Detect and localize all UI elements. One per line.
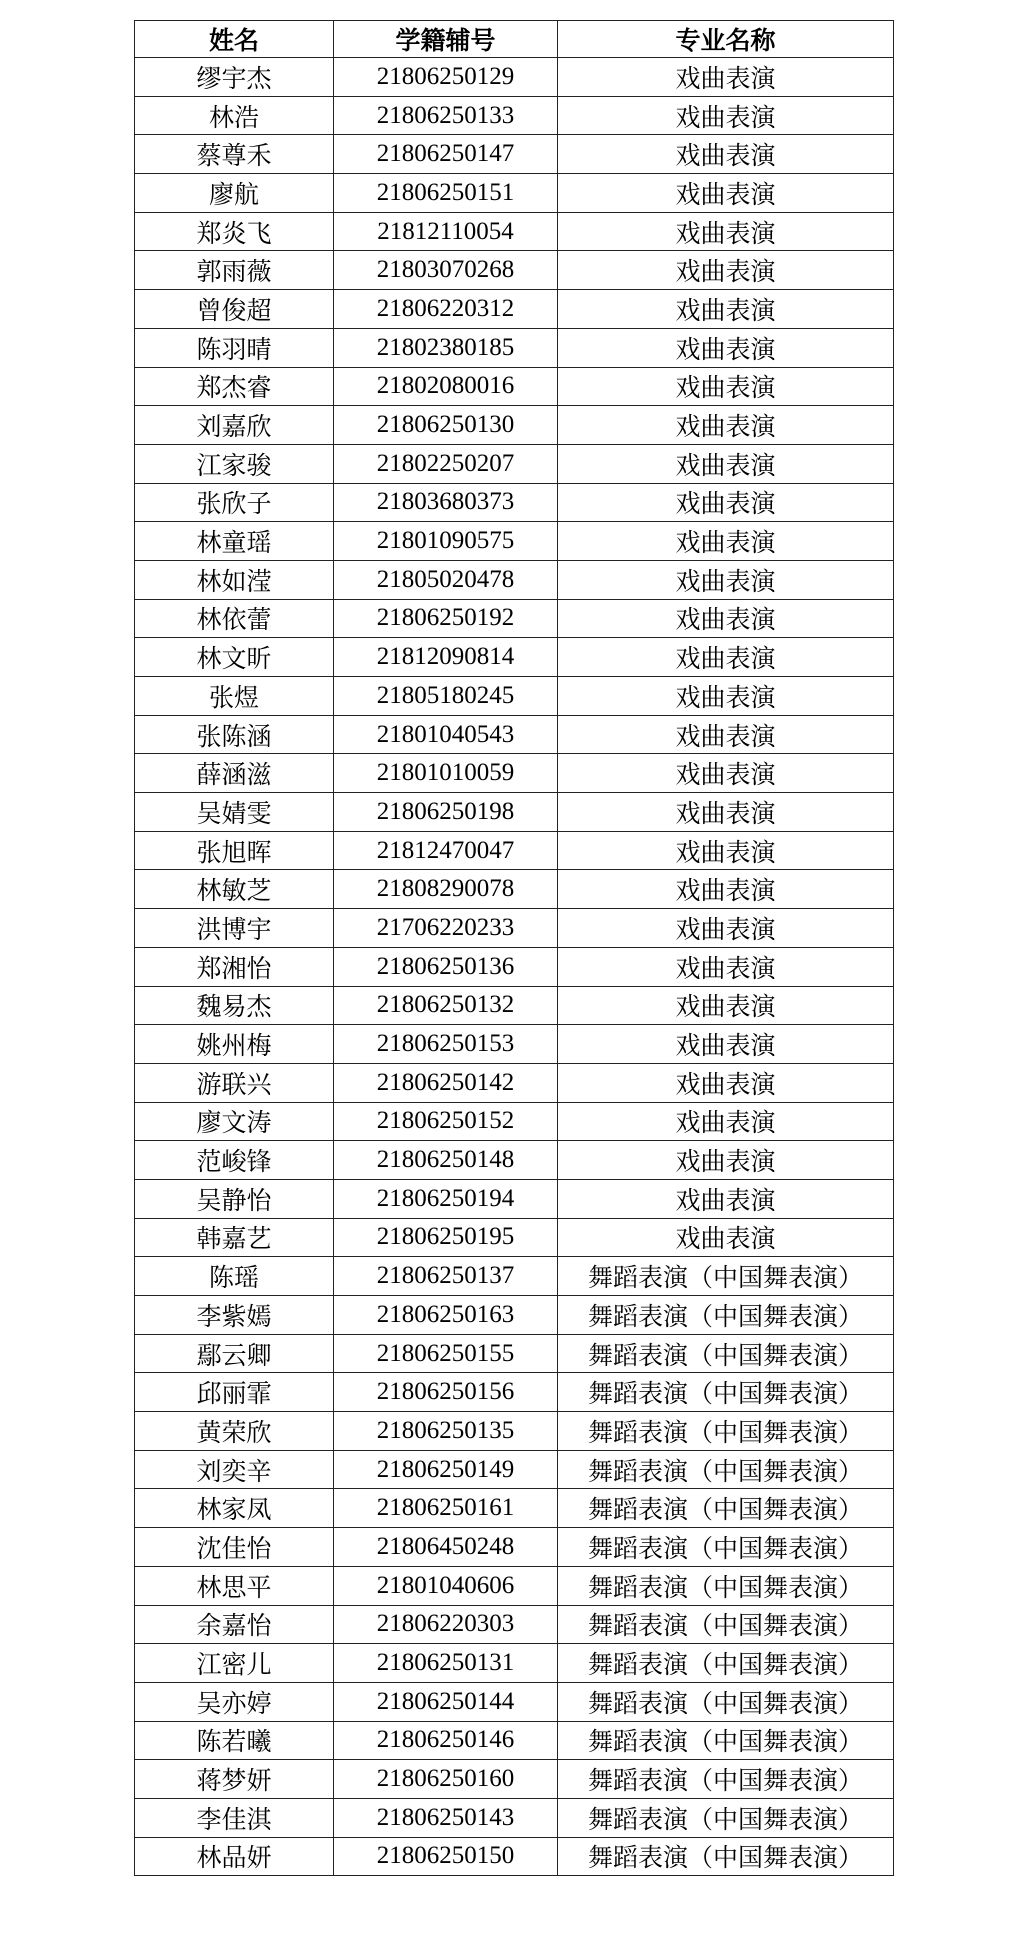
student-id-cell: 21806250195 — [334, 1218, 558, 1257]
student-name-cell: 吴婧雯 — [135, 793, 334, 832]
table-row — [135, 560, 894, 599]
student-id-cell: 21806250160 — [334, 1760, 558, 1799]
student-id-cell: 21801040543 — [334, 715, 558, 754]
column-header-major: 专业名称 — [558, 21, 894, 58]
major-cell: 舞蹈表演（中国舞表演） — [558, 1605, 894, 1644]
student-name-cell: 郑杰睿 — [135, 367, 334, 406]
major-cell: 戏曲表演 — [558, 1141, 894, 1180]
student-id-cell: 21806250142 — [334, 1063, 558, 1102]
major-cell: 戏曲表演 — [558, 367, 894, 406]
student-name-cell: 张旭晖 — [135, 831, 334, 870]
major-cell: 舞蹈表演（中国舞表演） — [558, 1257, 894, 1296]
student-name-cell: 张煜 — [135, 677, 334, 716]
student-id-cell: 21806250152 — [334, 1102, 558, 1141]
major-cell: 戏曲表演 — [558, 212, 894, 251]
student-id-cell: 21805020478 — [334, 560, 558, 599]
student-name-cell: 林文昕 — [135, 638, 334, 677]
table-header — [135, 21, 894, 58]
table-row — [135, 986, 894, 1025]
major-cell: 戏曲表演 — [558, 444, 894, 483]
major-cell: 戏曲表演 — [558, 909, 894, 948]
major-cell: 舞蹈表演（中国舞表演） — [558, 1721, 894, 1760]
student-name-cell: 吴静怡 — [135, 1179, 334, 1218]
student-id-cell: 21806250194 — [334, 1179, 558, 1218]
student-name-cell: 林敏芝 — [135, 870, 334, 909]
student-id-cell: 21806450248 — [334, 1528, 558, 1567]
major-cell: 戏曲表演 — [558, 986, 894, 1025]
major-cell: 戏曲表演 — [558, 174, 894, 213]
student-id-cell: 21812470047 — [334, 831, 558, 870]
major-cell: 戏曲表演 — [558, 522, 894, 561]
table-row — [135, 1025, 894, 1064]
table-row — [135, 677, 894, 716]
major-cell: 舞蹈表演（中国舞表演） — [558, 1760, 894, 1799]
student-id-cell: 21802250207 — [334, 444, 558, 483]
student-name-cell: 蒋梦妍 — [135, 1760, 334, 1799]
student-name-cell: 洪博宇 — [135, 909, 334, 948]
major-cell: 舞蹈表演（中国舞表演） — [558, 1373, 894, 1412]
student-name-cell: 林依蕾 — [135, 599, 334, 638]
student-name-cell: 姚州梅 — [135, 1025, 334, 1064]
student-name-cell: 林如滢 — [135, 560, 334, 599]
table-row — [135, 1605, 894, 1644]
student-id-cell: 21802380185 — [334, 328, 558, 367]
table-row — [135, 1334, 894, 1373]
student-id-cell: 21803680373 — [334, 483, 558, 522]
table-row — [135, 1721, 894, 1760]
table-row — [135, 483, 894, 522]
column-header-student-id: 学籍辅号 — [334, 21, 558, 58]
student-name-cell: 刘嘉欣 — [135, 406, 334, 445]
student-id-cell: 21806250163 — [334, 1296, 558, 1335]
student-id-cell: 21806220303 — [334, 1605, 558, 1644]
table-row — [135, 58, 894, 97]
table-row — [135, 1450, 894, 1489]
major-cell: 戏曲表演 — [558, 96, 894, 135]
student-name-cell: 余嘉怡 — [135, 1605, 334, 1644]
student-name-cell: 林家凤 — [135, 1489, 334, 1528]
major-cell: 戏曲表演 — [558, 290, 894, 329]
student-name-cell: 范峻锋 — [135, 1141, 334, 1180]
table-row — [135, 367, 894, 406]
student-id-cell: 21806250192 — [334, 599, 558, 638]
table-row — [135, 870, 894, 909]
table-row — [135, 1063, 894, 1102]
roster-table — [134, 20, 894, 1876]
student-id-cell: 21806220312 — [334, 290, 558, 329]
student-name-cell: 林品妍 — [135, 1837, 334, 1876]
student-name-cell: 陈瑶 — [135, 1257, 334, 1296]
major-cell: 戏曲表演 — [558, 1025, 894, 1064]
student-id-cell: 21806250153 — [334, 1025, 558, 1064]
student-name-cell: 江密儿 — [135, 1644, 334, 1683]
major-cell: 戏曲表演 — [558, 638, 894, 677]
student-name-cell: 郑湘怡 — [135, 947, 334, 986]
table-row — [135, 1373, 894, 1412]
major-cell: 戏曲表演 — [558, 1063, 894, 1102]
major-cell: 舞蹈表演（中国舞表演） — [558, 1489, 894, 1528]
student-name-cell: 林童瑶 — [135, 522, 334, 561]
major-cell: 舞蹈表演（中国舞表演） — [558, 1837, 894, 1876]
table-row — [135, 135, 894, 174]
student-id-cell: 21806250147 — [334, 135, 558, 174]
student-name-cell: 廖航 — [135, 174, 334, 213]
table-row — [135, 599, 894, 638]
table-row — [135, 1798, 894, 1837]
major-cell: 舞蹈表演（中国舞表演） — [558, 1682, 894, 1721]
table-row — [135, 212, 894, 251]
table-row — [135, 1837, 894, 1876]
student-id-cell: 21806250133 — [334, 96, 558, 135]
major-cell: 戏曲表演 — [558, 1102, 894, 1141]
student-name-cell: 吴亦婷 — [135, 1682, 334, 1721]
table-row — [135, 831, 894, 870]
student-name-cell: 缪宇杰 — [135, 58, 334, 97]
major-cell: 舞蹈表演（中国舞表演） — [558, 1450, 894, 1489]
student-id-cell: 21806250151 — [334, 174, 558, 213]
student-id-cell: 21806250143 — [334, 1798, 558, 1837]
student-name-cell: 沈佳怡 — [135, 1528, 334, 1567]
student-id-cell: 21806250148 — [334, 1141, 558, 1180]
student-name-cell: 廖文涛 — [135, 1102, 334, 1141]
major-cell: 戏曲表演 — [558, 560, 894, 599]
student-id-cell: 21801090575 — [334, 522, 558, 561]
major-cell: 戏曲表演 — [558, 483, 894, 522]
table-row — [135, 174, 894, 213]
student-id-cell: 21806250137 — [334, 1257, 558, 1296]
table-row — [135, 1566, 894, 1605]
student-id-cell: 21808290078 — [334, 870, 558, 909]
student-name-cell: 韩嘉艺 — [135, 1218, 334, 1257]
student-id-cell: 21806250150 — [334, 1837, 558, 1876]
student-id-cell: 21806250149 — [334, 1450, 558, 1489]
major-cell: 舞蹈表演（中国舞表演） — [558, 1334, 894, 1373]
student-id-cell: 21806250155 — [334, 1334, 558, 1373]
table-row — [135, 1218, 894, 1257]
student-name-cell: 江家骏 — [135, 444, 334, 483]
table-row — [135, 444, 894, 483]
student-id-cell: 21806250198 — [334, 793, 558, 832]
student-id-cell: 21801040606 — [334, 1566, 558, 1605]
major-cell: 戏曲表演 — [558, 1218, 894, 1257]
student-id-cell: 21803070268 — [334, 251, 558, 290]
column-header-name: 姓名 — [135, 21, 334, 58]
student-name-cell: 张陈涵 — [135, 715, 334, 754]
major-cell: 舞蹈表演（中国舞表演） — [558, 1566, 894, 1605]
major-cell: 戏曲表演 — [558, 328, 894, 367]
table-row — [135, 715, 894, 754]
major-cell: 戏曲表演 — [558, 1179, 894, 1218]
student-name-cell: 鄢云卿 — [135, 1334, 334, 1373]
table-row — [135, 406, 894, 445]
table-row — [135, 251, 894, 290]
major-cell: 舞蹈表演（中国舞表演） — [558, 1644, 894, 1683]
student-id-cell: 21806250131 — [334, 1644, 558, 1683]
student-id-cell: 21805180245 — [334, 677, 558, 716]
table-row — [135, 947, 894, 986]
table-row — [135, 1682, 894, 1721]
table-row — [135, 1528, 894, 1567]
student-id-cell: 21812110054 — [334, 212, 558, 251]
major-cell: 戏曲表演 — [558, 793, 894, 832]
student-name-cell: 蔡尊禾 — [135, 135, 334, 174]
major-cell: 戏曲表演 — [558, 677, 894, 716]
table-row — [135, 1141, 894, 1180]
major-cell: 舞蹈表演（中国舞表演） — [558, 1798, 894, 1837]
table-row — [135, 1179, 894, 1218]
table-row — [135, 1644, 894, 1683]
student-id-cell: 21801010059 — [334, 754, 558, 793]
table-body — [135, 58, 894, 1876]
major-cell: 戏曲表演 — [558, 135, 894, 174]
table-row — [135, 522, 894, 561]
table-row — [135, 1257, 894, 1296]
student-id-cell: 21806250161 — [334, 1489, 558, 1528]
major-cell: 戏曲表演 — [558, 754, 894, 793]
major-cell: 舞蹈表演（中国舞表演） — [558, 1528, 894, 1567]
student-name-cell: 刘奕辛 — [135, 1450, 334, 1489]
major-cell: 戏曲表演 — [558, 599, 894, 638]
table-row — [135, 1760, 894, 1799]
major-cell: 戏曲表演 — [558, 251, 894, 290]
major-cell: 舞蹈表演（中国舞表演） — [558, 1412, 894, 1451]
student-id-cell: 21806250130 — [334, 406, 558, 445]
student-name-cell: 李佳淇 — [135, 1798, 334, 1837]
student-name-cell: 魏易杰 — [135, 986, 334, 1025]
major-cell: 戏曲表演 — [558, 58, 894, 97]
table-row — [135, 290, 894, 329]
student-name-cell: 陈若曦 — [135, 1721, 334, 1760]
table-row — [135, 909, 894, 948]
student-name-cell: 张欣子 — [135, 483, 334, 522]
student-name-cell: 曾俊超 — [135, 290, 334, 329]
student-name-cell: 游联兴 — [135, 1063, 334, 1102]
student-name-cell: 薛涵滋 — [135, 754, 334, 793]
table-row — [135, 1102, 894, 1141]
student-name-cell: 郭雨薇 — [135, 251, 334, 290]
table-row — [135, 96, 894, 135]
student-id-cell: 21806250129 — [334, 58, 558, 97]
student-id-cell: 21706220233 — [334, 909, 558, 948]
table-row — [135, 1412, 894, 1451]
table-row — [135, 754, 894, 793]
major-cell: 戏曲表演 — [558, 947, 894, 986]
table-row — [135, 1489, 894, 1528]
student-id-cell: 21806250146 — [334, 1721, 558, 1760]
student-id-cell: 21806250135 — [334, 1412, 558, 1451]
student-name-cell: 林思平 — [135, 1566, 334, 1605]
table-row — [135, 328, 894, 367]
table-row — [135, 1296, 894, 1335]
student-name-cell: 李紫嫣 — [135, 1296, 334, 1335]
student-name-cell: 林浩 — [135, 96, 334, 135]
student-name-cell: 陈羽晴 — [135, 328, 334, 367]
student-roster — [134, 20, 893, 1876]
major-cell: 戏曲表演 — [558, 406, 894, 445]
student-name-cell: 郑炎飞 — [135, 212, 334, 251]
student-id-cell: 21806250156 — [334, 1373, 558, 1412]
table-row — [135, 638, 894, 677]
student-name-cell: 邱丽霏 — [135, 1373, 334, 1412]
student-name-cell: 黄荣欣 — [135, 1412, 334, 1451]
student-id-cell: 21806250144 — [334, 1682, 558, 1721]
student-id-cell: 21812090814 — [334, 638, 558, 677]
table-row — [135, 793, 894, 832]
student-id-cell: 21802080016 — [334, 367, 558, 406]
student-id-cell: 21806250132 — [334, 986, 558, 1025]
major-cell: 舞蹈表演（中国舞表演） — [558, 1296, 894, 1335]
header-row — [135, 21, 894, 58]
major-cell: 戏曲表演 — [558, 715, 894, 754]
student-id-cell: 21806250136 — [334, 947, 558, 986]
major-cell: 戏曲表演 — [558, 831, 894, 870]
major-cell: 戏曲表演 — [558, 870, 894, 909]
